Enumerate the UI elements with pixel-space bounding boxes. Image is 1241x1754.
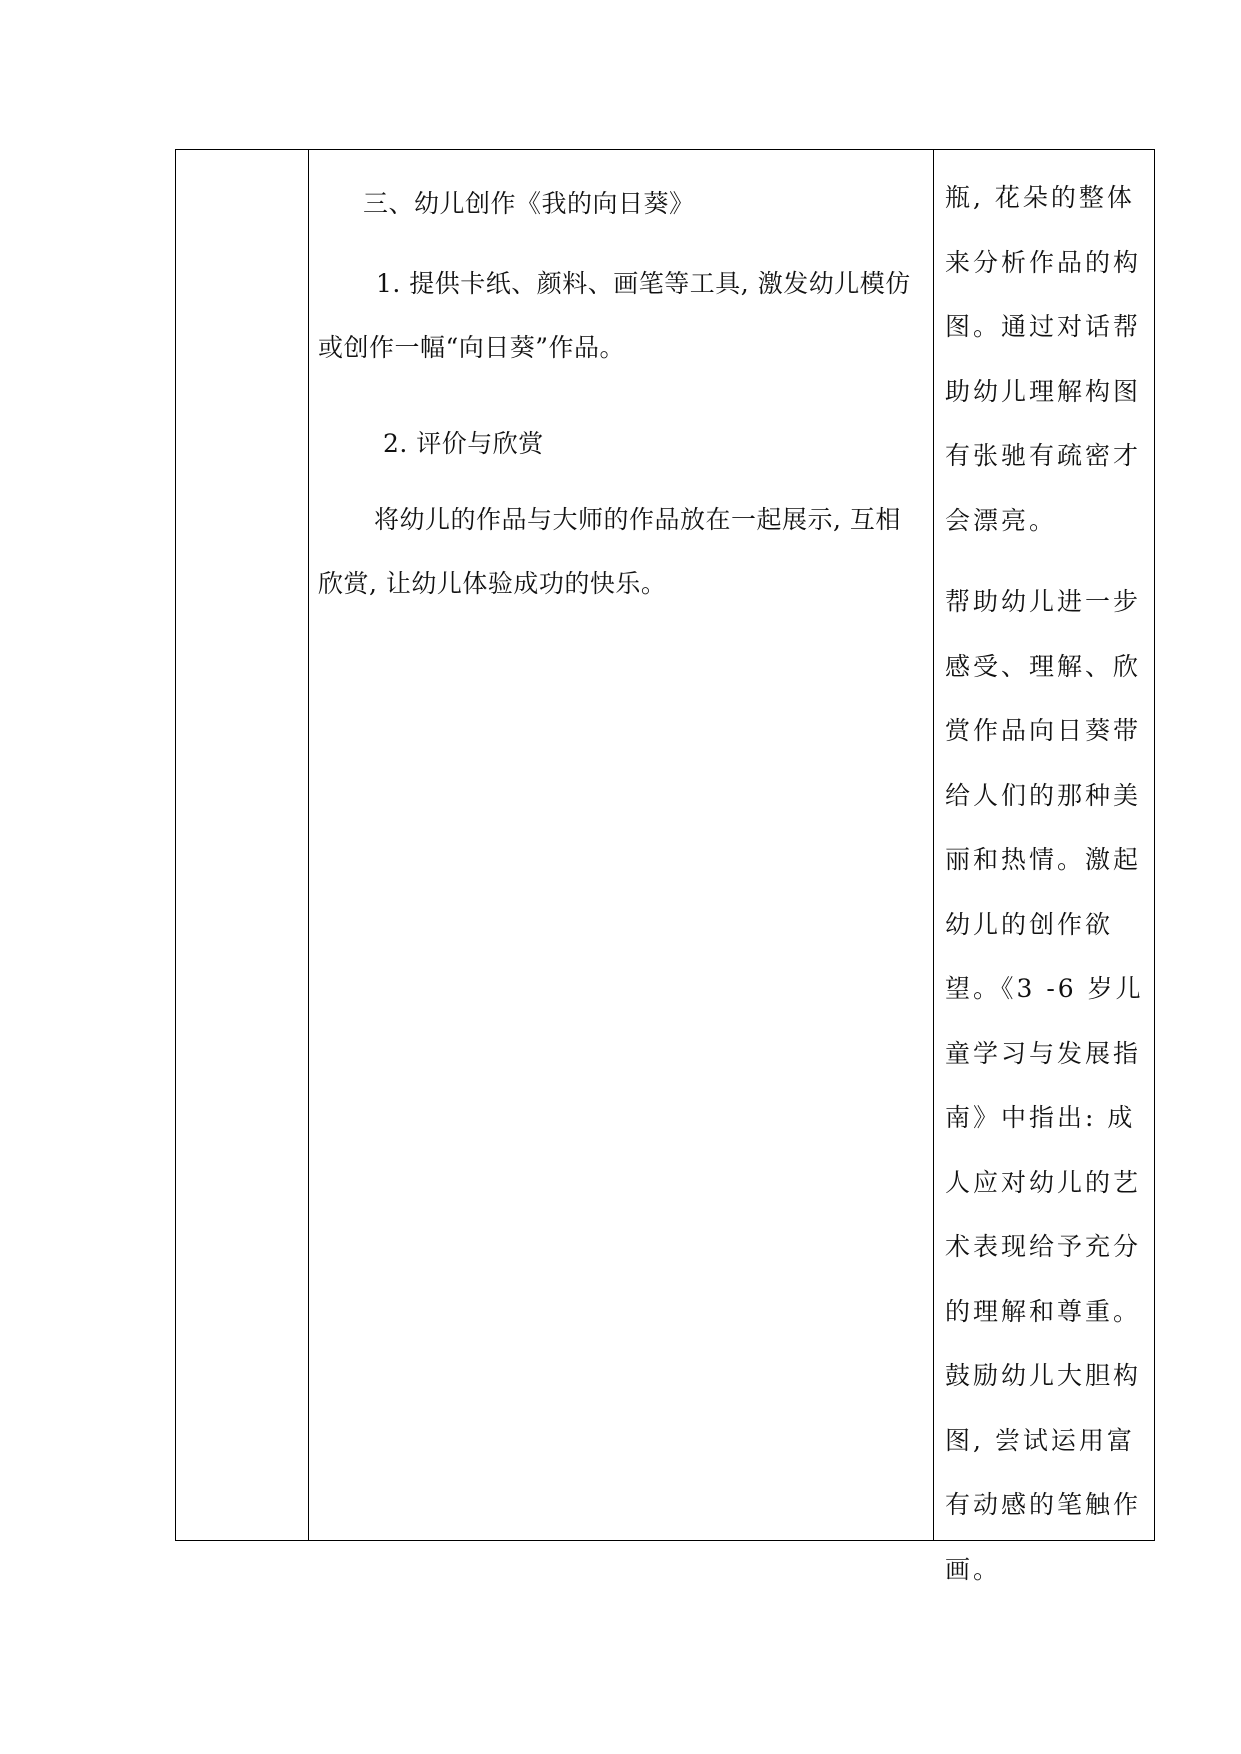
- step-2-title: 2. 评价与欣赏: [383, 429, 544, 458]
- lesson-table: [175, 149, 1155, 1584]
- step-2-text: 将幼儿的作品与大师的作品放在一起展示, 互相欣赏, 让幼儿体验成功的快乐。: [318, 505, 901, 598]
- section-heading: 三、幼儿创作《我的向日葵》: [363, 189, 695, 218]
- rationale-text-2: 帮助幼儿进一步感受、理解、欣赏作品向日葵带给人们的那种美丽和热情。激起幼儿的创作欲望。《3 -6 岁儿童学习与发展指南》中指出: 成人应对幼儿的艺术表现给予充分的理解和尊重。鼓励幼儿大胆构图, 尝试运用富有动感的笔触作画。: [945, 587, 1144, 1584]
- column-divider-left: [308, 150, 309, 1540]
- step-1-text: 1. 提供卡纸、颜料、画笔等工具, 激发幼儿模仿或创作一幅“向日葵”作品。: [318, 269, 911, 362]
- column-divider-right: [933, 150, 934, 1540]
- rationale-cell: [945, 166, 1145, 1602]
- rationale-text-1: 瓶, 花朵的整体来分析作品的构图。通过对话帮助幼儿理解构图有张驰有疏密才会漂亮。: [945, 183, 1142, 535]
